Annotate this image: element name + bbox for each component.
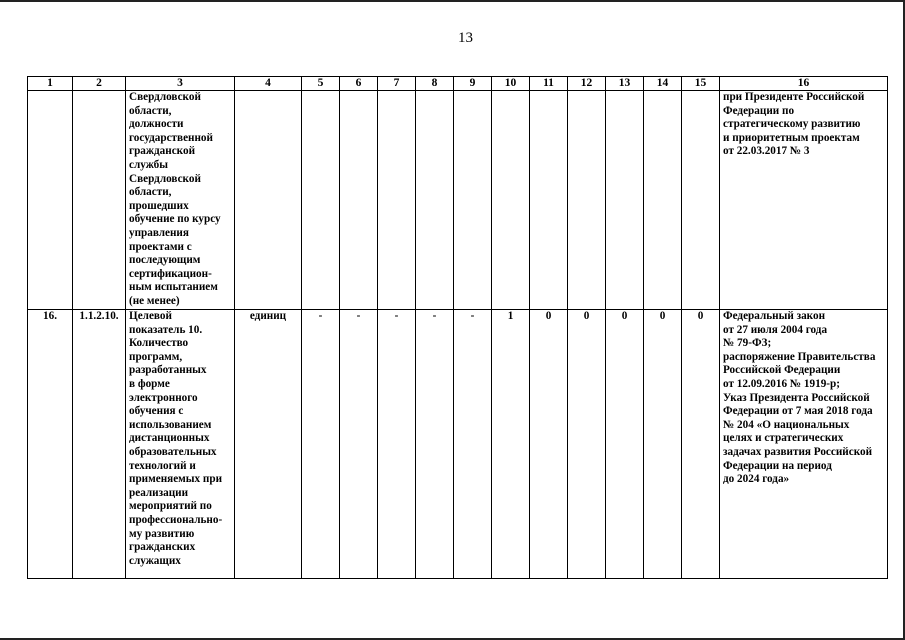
cell-empty xyxy=(606,91,644,310)
table-row-16 xyxy=(28,310,888,579)
cell-empty xyxy=(73,91,126,310)
row-code: 1.1.2.10. xyxy=(73,310,126,579)
header-col-5: 5 xyxy=(302,77,340,91)
cell-empty xyxy=(302,91,340,310)
cell-empty xyxy=(235,91,302,310)
header-col-2: 2 xyxy=(73,77,126,91)
value-cell: - xyxy=(378,310,416,579)
header-col-9: 9 xyxy=(454,77,492,91)
cell-empty xyxy=(340,91,378,310)
legal-basis: Федеральный закон от 27 июля 2004 года № 79-ФЗ; распоряжение Правительства Российской Федерации от 12.09.2016 № 1919-р; Указ Президента Российской Федерации от 7 мая 2018 года № 204 «О национальных целях и стратегических задачах развития Российской Федерации на период до 2024 года» xyxy=(720,310,888,579)
table-row-continuation xyxy=(28,91,888,310)
cell-empty xyxy=(454,91,492,310)
legal-basis: при Президенте Российской Федерации по стратегическому развитию и приоритетным проектам от 22.03.2017 № 3 xyxy=(720,91,888,310)
header-col-8: 8 xyxy=(416,77,454,91)
page-number: 13 xyxy=(458,30,473,46)
cell-empty xyxy=(378,91,416,310)
value-cell: 0 xyxy=(568,310,606,579)
header-row xyxy=(28,77,888,91)
header-col-15: 15 xyxy=(682,77,720,91)
value-cell: 0 xyxy=(606,310,644,579)
indicators-table xyxy=(27,76,888,579)
header-col-11: 11 xyxy=(530,77,568,91)
value-cell: 0 xyxy=(682,310,720,579)
value-cell: 0 xyxy=(644,310,682,579)
header-col-7: 7 xyxy=(378,77,416,91)
cell-empty xyxy=(492,91,530,310)
header-col-13: 13 xyxy=(606,77,644,91)
cell-empty xyxy=(644,91,682,310)
value-cell: 1 xyxy=(492,310,530,579)
cell-empty xyxy=(416,91,454,310)
value-cell: - xyxy=(340,310,378,579)
header-col-14: 14 xyxy=(644,77,682,91)
cell-empty xyxy=(568,91,606,310)
value-cell: - xyxy=(416,310,454,579)
header-col-16: 16 xyxy=(720,77,888,91)
header-col-3: 3 xyxy=(126,77,235,91)
value-cell: - xyxy=(454,310,492,579)
value-cell: 0 xyxy=(530,310,568,579)
header-col-12: 12 xyxy=(568,77,606,91)
header-col-6: 6 xyxy=(340,77,378,91)
value-cell: - xyxy=(302,310,340,579)
header-col-4: 4 xyxy=(235,77,302,91)
unit-cell: единиц xyxy=(235,310,302,579)
cell-empty xyxy=(28,91,73,310)
cell-empty xyxy=(530,91,568,310)
page-border-top xyxy=(0,0,905,2)
row-number: 16. xyxy=(28,310,73,579)
cell-empty xyxy=(682,91,720,310)
header-col-10: 10 xyxy=(492,77,530,91)
indicator-description: Целевой показатель 10. Количество программ, разработанных в форме электронного обучения с использованием дистанционных образовательных технологий и применяемых при реализации мероприятий по профессионально- му развитию гражданских служащих xyxy=(126,310,235,579)
indicator-description: Свердловской области, должности государственной гражданской службы Свердловской области, прошедших обучение по курсу управления проектами с последующим сертификацион- ным испытанием (не менее) xyxy=(126,91,235,310)
header-col-1: 1 xyxy=(28,77,73,91)
